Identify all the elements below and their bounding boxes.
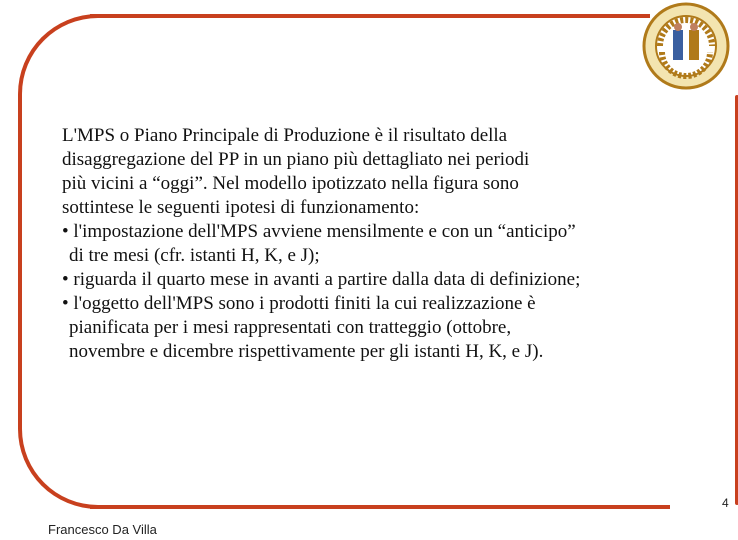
slide-frame-top xyxy=(90,14,650,18)
text-line: L'MPS o Piano Principale di Produzione è il risultato della xyxy=(62,125,508,146)
slide-frame-bottom xyxy=(90,505,670,509)
text-line: sottintese le seguenti ipotesi di funzionamento: xyxy=(62,197,420,218)
university-seal-logo xyxy=(640,0,732,92)
author-footer: Francesco Da Villa xyxy=(48,522,157,537)
bullet-line: • riguarda il quarto mese in avanti a partire dalla data di definizione; xyxy=(62,269,581,290)
bullet-continuation-line: novembre e dicembre rispettivamente per gli istanti H, K, e J). xyxy=(69,341,544,362)
bullet-line: • l'impostazione dell'MPS avviene mensilmente e con un “anticipo” xyxy=(62,221,576,242)
text-line: più vicini a “oggi”. Nel modello ipotizzato nella figura sono xyxy=(62,173,519,194)
bullet-continuation-line: pianificata per i mesi rappresentati con tratteggio (ottobre, xyxy=(69,317,512,338)
bullet-line: • l'oggetto dell'MPS sono i prodotti finiti la cui realizzazione è xyxy=(62,293,536,314)
text-line: disaggregazione del PP in un piano più dettagliato nei periodi xyxy=(62,149,530,170)
slide-body-text xyxy=(62,124,722,364)
page-number: 4 xyxy=(722,496,729,510)
bullet-continuation-line: di tre mesi (cfr. istanti H, K, e J); xyxy=(69,245,320,266)
